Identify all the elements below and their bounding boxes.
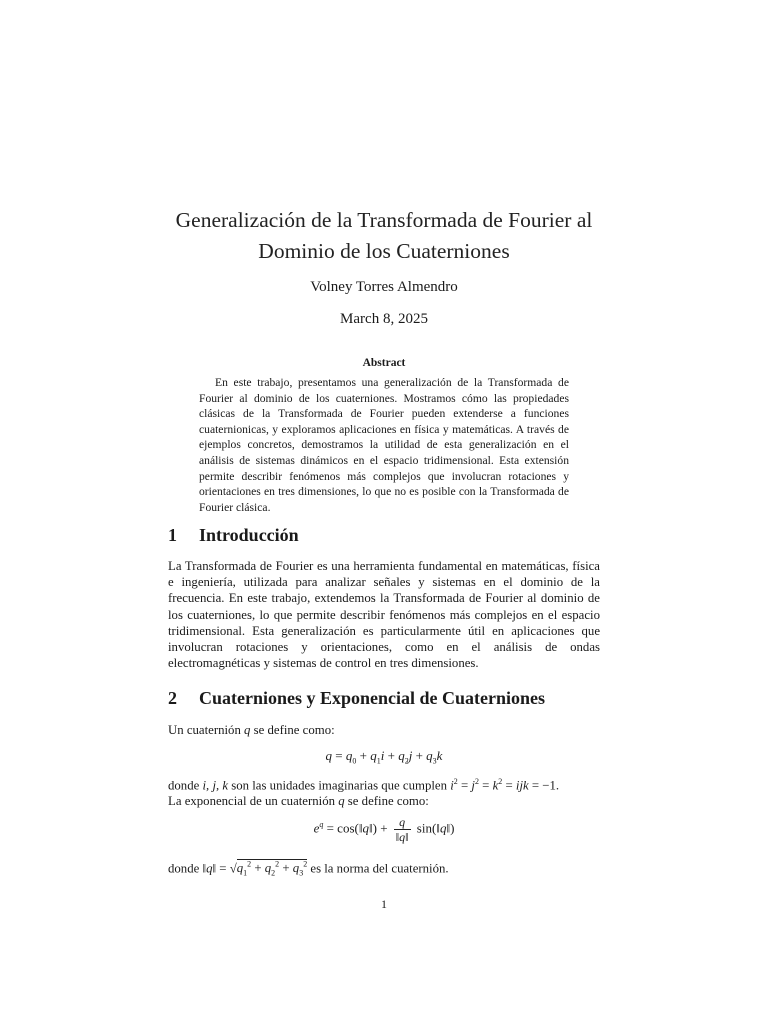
page-number: 1: [381, 897, 387, 911]
text-fragment: La exponencial de un cuaternión: [168, 794, 339, 809]
imaginary-units-text: donde i, j, k son las unidades imaginarias que cumplen $i^2 = j^2 = k^2$ = ijk = −1. La exponencial de un cuaternión q se define como:: [168, 777, 560, 809]
text-fragment: donde: [168, 778, 203, 793]
text-fragment: es la norma del cuaternión.: [307, 861, 449, 876]
fraction: $\frac{q}{‖q‖}$: [395, 815, 409, 844]
introduccion-paragraph: La Transformada de Fourier es una herramienta fundamental en matemáticas, física e ingeniería, utilizada para analizar señales y sistemas en el dominio de la frecuencia. En este trabajo, extendemos la Transformada de Fourier al dominio de los cuaterniones, lo que permite describir fenómenos más complejos en el espacio tridimensional. Esta generalización es particularmente útil en aplicaciones que involucran rotaciones y orientaciones, como en el análisis de ondas electromagnéticas y sistemas de control en tres dimensiones.: [168, 559, 600, 671]
title-line-1: Generalización de la Transformada de Fourier al: [175, 208, 593, 232]
title-line-2: Dominio de los Cuaterniones: [258, 239, 510, 263]
section-number: 2: [168, 688, 177, 708]
section-heading-introduccion: [168, 525, 608, 546]
text-fragment: se define como:: [250, 723, 335, 737]
section-heading-cuaterniones: [168, 688, 608, 709]
quaternion-exponential-equation: $e^q$ = cos(‖q‖) + $\frac{q}{‖q‖}$ sin(‖q‖): [313, 815, 455, 844]
text-fragment: Un cuaternión: [168, 723, 245, 737]
text-fragment: son las unidades imaginarias que cumplen: [228, 778, 451, 793]
author-name: Volney Torres Almendro: [310, 279, 458, 295]
text-fragment: se define como:: [344, 794, 429, 809]
section-number: 1: [168, 525, 177, 545]
quaternion-definition-text: Un cuaternión q se define como:: [168, 723, 335, 737]
abstract-heading: Abstract: [362, 357, 406, 369]
quaternion-norm-text: donde ‖q‖ = $√q_1^2 + q_2^2 + q_3^2$ es la norma del cuaternión.: [168, 860, 449, 878]
section-title: Introducción: [199, 525, 299, 545]
publication-date: March 8, 2025: [340, 311, 428, 327]
quaternion-equation: $q = q_0 + q_1i + q_2j + q_3k$: [325, 748, 443, 766]
section-title: Cuaterniones y Exponencial de Cuaterniones: [199, 688, 546, 708]
text-fragment: donde: [168, 861, 203, 876]
abstract-text: En este trabajo, presentamos una generalización de la Transformada de Fourier al dominio de los cuaterniones. Mostramos cómo las propiedades clásicas de la Transformada de Fourier pueden extenderse a funciones cuaternionicas, y exploramos aplicaciones en física y matemáticas. A través de ejemplos concretos, demostramos la utilidad de esta generalización en el análisis de sistemas dinámicos en el espacio tridimensional. Esta extensión permite describir fenómenos más complejos que involucran rotaciones y orientaciones en tres dimensiones, lo que no es posible con la Transformada de Fourier clásica.: [199, 376, 569, 514]
paper-title: [0, 205, 768, 267]
